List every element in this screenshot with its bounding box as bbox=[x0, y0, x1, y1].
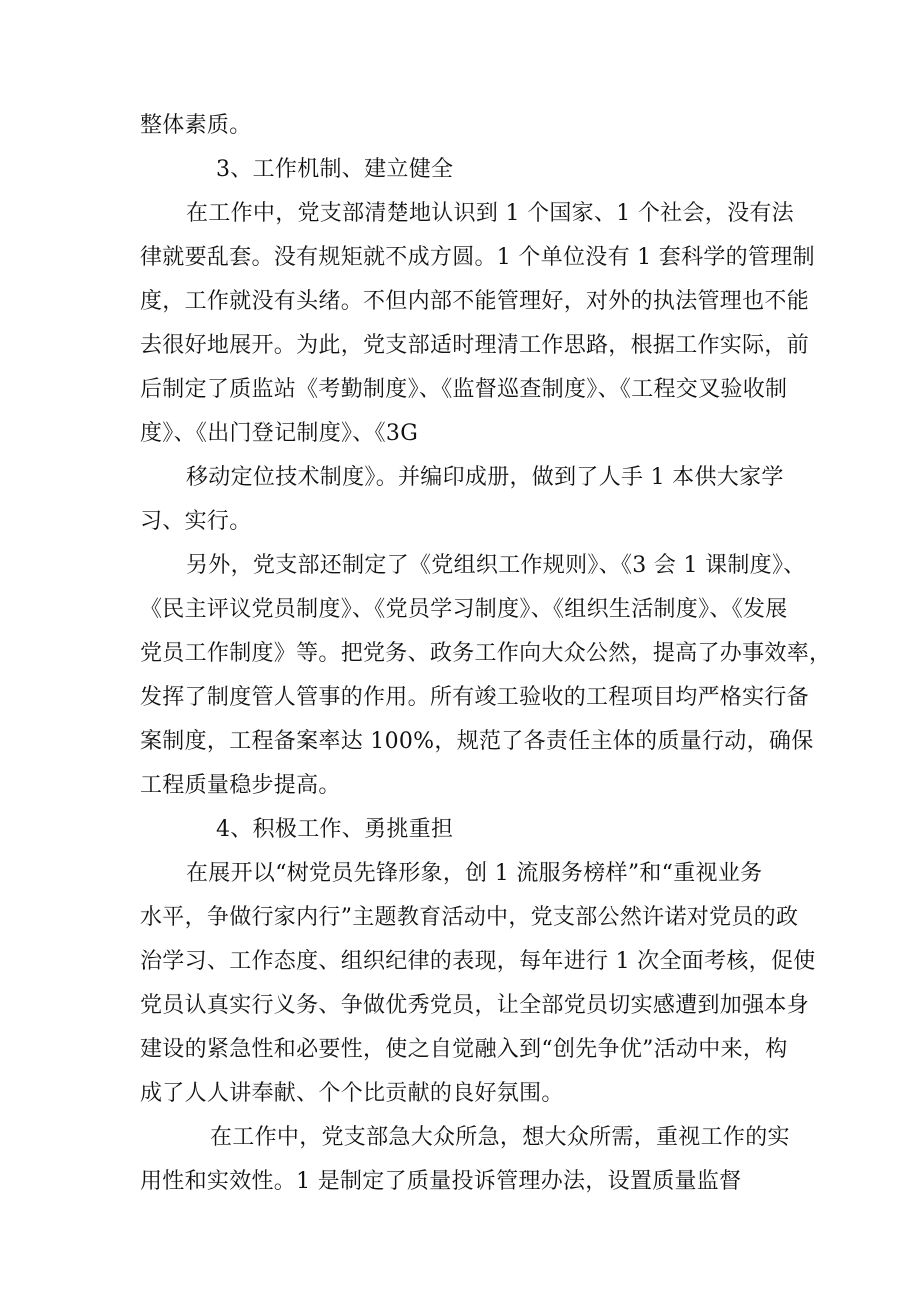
text-line-21: 党员认真实行义务、争做优秀党员，让全部党员切实感遭到加强本身 bbox=[140, 993, 810, 1018]
text-line-8: 度》、《出门登记制度》、《3G bbox=[140, 421, 419, 446]
text-line-1: 整体素质。 bbox=[140, 113, 252, 138]
text-line-25: 用性和实效性。1 是制定了质量投诉管理办法，设置质量监督 bbox=[140, 1169, 742, 1194]
text-line-13: 党员工作制度》等。把党务、政务工作向大众公然，提高了办事效率， bbox=[140, 641, 832, 666]
text-line-24: 在工作中，党支部急大众所急，想大众所需，重视工作的实 bbox=[210, 1125, 790, 1150]
text-line-7: 后制定了质监站《考勤制度》、《监督巡查制度》、《工程交叉验收制 bbox=[140, 377, 788, 402]
text-line-3: 在工作中，党支部清楚地认识到 1 个国家、1 个社会，没有法 bbox=[186, 201, 794, 226]
text-line-11: 另外，党支部还制定了《党组织工作规则》、《3 会 1 课制度》、 bbox=[186, 553, 806, 578]
section-heading-3: 3、工作机制、建立健全 bbox=[216, 157, 454, 182]
text-line-9: 移动定位技术制度》。并编印成册，做到了人手 1 本供大家学 bbox=[186, 465, 784, 490]
text-line-22: 建设的紧急性和必要性，使之自觉融入到“创先争优”活动中来，构 bbox=[140, 1037, 788, 1062]
text-line-14: 发挥了制度管人管事的作用。所有竣工验收的工程项目均严格实行备 bbox=[140, 685, 810, 710]
section-heading-4: 4、积极工作、勇挑重担 bbox=[216, 817, 454, 842]
text-line-23: 成了人人讲奉献、个个比贡献的良好氛围。 bbox=[140, 1081, 564, 1106]
text-line-15: 案制度，工程备案率达 100%，规范了各责任主体的质量行动，确保 bbox=[140, 729, 814, 754]
text-line-6: 去很好地展开。为此，党支部适时理清工作思路，根据工作实际，前 bbox=[140, 333, 810, 358]
text-line-18: 在展开以“树党员先锋形象，创 1 流服务榜样”和“重视业务 bbox=[186, 861, 763, 886]
text-line-10: 习、实行。 bbox=[140, 509, 252, 534]
text-line-19: 水平，争做行家内行”主题教育活动中，党支部公然许诺对党员的政 bbox=[140, 905, 799, 930]
text-line-5: 度，工作就没有头绪。不但内部不能管理好，对外的执法管理也不能 bbox=[140, 289, 810, 314]
text-line-20: 治学习、工作态度、组织纪律的表现，每年进行 1 次全面考核，促使 bbox=[140, 949, 816, 974]
text-line-12: 《民主评议党员制度》、《党员学习制度》、《组织生活制度》、《发展 bbox=[140, 597, 788, 622]
text-line-4: 律就要乱套。没有规矩就不成方圆。1 个单位没有 1 套科学的管理制 bbox=[140, 245, 815, 270]
text-line-16: 工程质量稳步提高。 bbox=[140, 773, 341, 798]
